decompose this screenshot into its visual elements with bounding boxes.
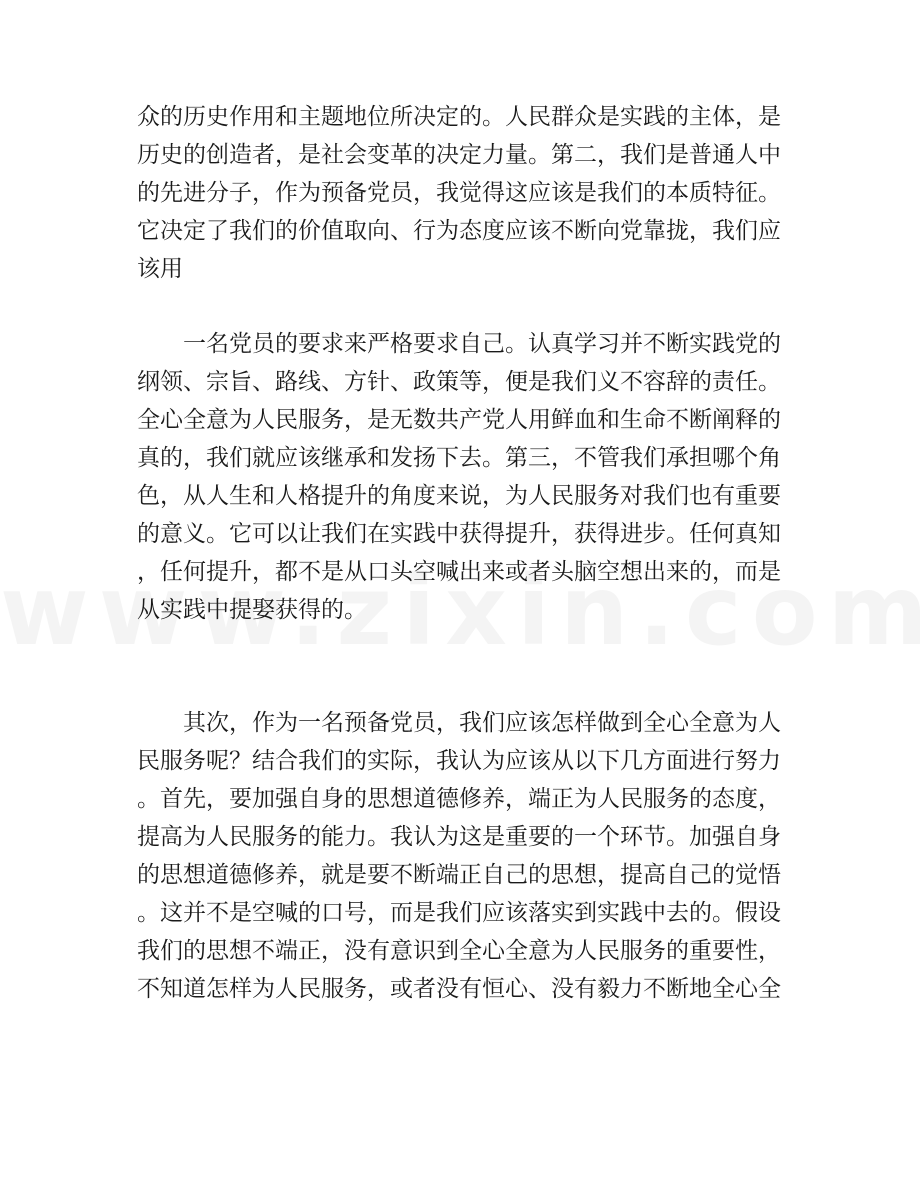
text-line: 它决定了我们的价值取向、行为态度应该不断向党靠拢，我们应 <box>137 218 781 244</box>
text-line: 真的，我们就应该继承和发扬下去。第三，不管我们承担哪个角 <box>137 445 781 471</box>
text-line: 的先进分子，作为预备党员，我觉得这应该是我们的本质特征。 <box>137 180 781 206</box>
paragraph-1 <box>137 98 781 288</box>
text-line: 提高为人民服务的能力。我认为这是重要的一个环节。加强自身 <box>137 824 781 850</box>
text-line: 民服务呢？结合我们的实际，我认为应该从以下几方面进行努力 <box>137 748 781 774</box>
text-line: 不知道怎样为人民服务，或者没有恒心、没有毅力不断地全心全 <box>137 976 781 1002</box>
text-line: 众的历史作用和主题地位所决定的。人民群众是实践的主体，是 <box>137 104 781 130</box>
paragraph-3 <box>137 704 781 1008</box>
paragraph-2 <box>137 325 781 629</box>
text-line: 我们的思想不端正，没有意识到全心全意为人民服务的重要性， <box>137 938 781 964</box>
text-line: 一名党员的要求来严格要求自己。认真学习并不断实践党的 <box>137 331 781 357</box>
text-line: 色，从人生和人格提升的角度来说，为人民服务对我们也有重要 <box>137 483 781 509</box>
text-line: 从实践中提娶获得的。 <box>137 597 367 623</box>
text-line: 该用 <box>137 256 183 282</box>
text-line: ，任何提升，都不是从口头空喊出来或者头脑空想出来的，而是 <box>137 559 781 585</box>
text-line: 纲领、宗旨、路线、方针、政策等，便是我们义不容辞的责任。 <box>137 369 781 395</box>
text-line: 。这并不是空喊的口号，而是我们应该落实到实践中去的。假设 <box>137 900 781 926</box>
text-line: 全心全意为人民服务，是无数共产党人用鲜血和生命不断阐释的 <box>137 407 781 433</box>
text-line: 。首先，要加强自身的思想道德修养，端正为人民服务的态度， <box>137 786 781 812</box>
text-line: 的思想道德修养，就是要不断端正自己的思想，提高自己的觉悟 <box>137 862 781 888</box>
text-line: 历史的创造者，是社会变革的决定力量。第二，我们是普通人中 <box>137 142 781 168</box>
text-line: 其次，作为一名预备党员，我们应该怎样做到全心全意为人 <box>137 710 781 736</box>
text-line: 的意义。它可以让我们在实践中获得提升，获得进步。任何真知 <box>137 521 781 547</box>
